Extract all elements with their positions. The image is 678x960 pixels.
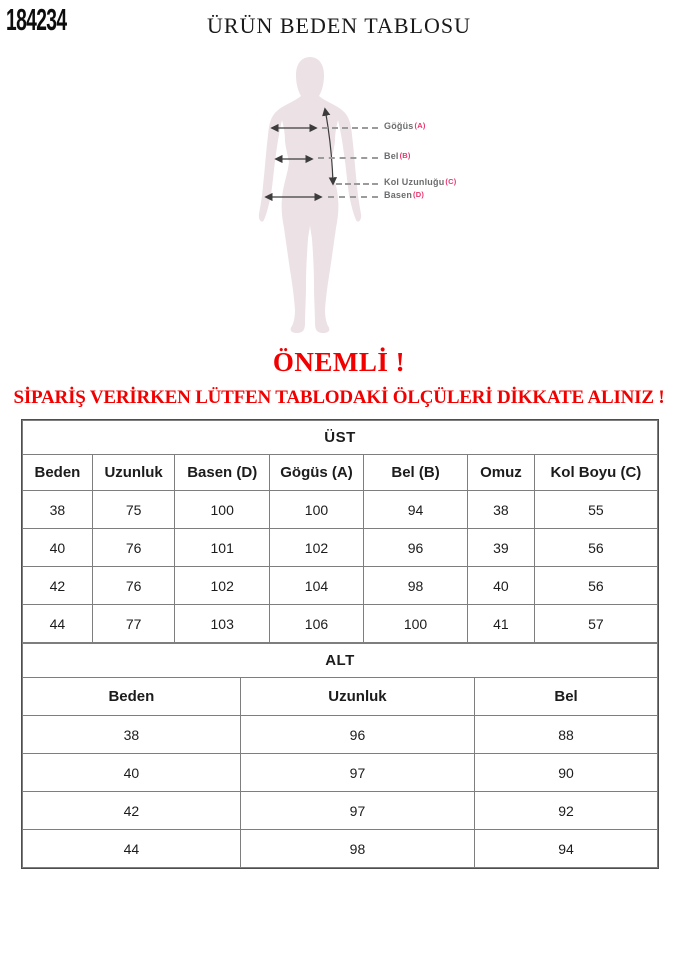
size-cell: 44 xyxy=(23,830,241,868)
table-row xyxy=(23,605,658,643)
column-header: Uzunluk xyxy=(92,455,175,491)
table-row xyxy=(23,716,658,754)
size-cell: 102 xyxy=(270,529,364,567)
size-cell: 100 xyxy=(270,491,364,529)
size-table-alt xyxy=(22,643,658,868)
header-row-ust xyxy=(23,455,658,491)
measurement-code: (A) xyxy=(414,121,426,130)
measurement-label-waist xyxy=(384,151,411,161)
size-cell: 100 xyxy=(363,605,467,643)
table-row xyxy=(23,792,658,830)
size-cell: 38 xyxy=(468,491,535,529)
column-header: Kol Boyu (C) xyxy=(534,455,657,491)
section-label-ust: ÜST xyxy=(23,421,658,455)
table-row xyxy=(23,567,658,605)
size-cell: 96 xyxy=(240,716,474,754)
leader-line-hip xyxy=(328,196,378,198)
size-cell: 101 xyxy=(175,529,270,567)
size-cell: 94 xyxy=(363,491,467,529)
size-cell: 103 xyxy=(175,605,270,643)
measurement-name: Göğüs xyxy=(384,121,414,131)
column-header: Basen (D) xyxy=(175,455,270,491)
size-cell: 38 xyxy=(23,716,241,754)
product-code: 184234 xyxy=(6,2,67,37)
measurement-name: Bel xyxy=(384,151,399,161)
measurement-code: (B) xyxy=(399,151,411,160)
size-guide-figure xyxy=(255,55,365,335)
size-cell: 42 xyxy=(23,567,93,605)
size-cell: 41 xyxy=(468,605,535,643)
size-cell: 106 xyxy=(270,605,364,643)
size-cell: 90 xyxy=(475,754,658,792)
size-cell: 57 xyxy=(534,605,657,643)
size-cell: 40 xyxy=(23,754,241,792)
important-heading: ÖNEMLİ ! xyxy=(272,347,406,377)
table-row xyxy=(23,529,658,567)
table-row xyxy=(23,830,658,868)
leader-line-waist xyxy=(318,157,378,159)
column-header: Beden xyxy=(23,455,93,491)
size-cell: 104 xyxy=(270,567,364,605)
leader-line-arm xyxy=(336,183,378,185)
size-table xyxy=(21,419,659,869)
measurement-code: (C) xyxy=(445,177,457,186)
size-cell: 76 xyxy=(92,529,175,567)
size-cell: 56 xyxy=(534,529,657,567)
size-cell: 100 xyxy=(175,491,270,529)
size-cell: 75 xyxy=(92,491,175,529)
size-cell: 77 xyxy=(92,605,175,643)
column-header: Beden xyxy=(23,678,241,716)
size-cell: 40 xyxy=(23,529,93,567)
body-silhouette xyxy=(259,57,361,333)
size-cell: 102 xyxy=(175,567,270,605)
size-cell: 55 xyxy=(534,491,657,529)
size-cell: 44 xyxy=(23,605,93,643)
size-cell: 38 xyxy=(23,491,93,529)
size-cell: 76 xyxy=(92,567,175,605)
section-row-alt xyxy=(23,644,658,678)
size-cell: 94 xyxy=(475,830,658,868)
column-header: Uzunluk xyxy=(240,678,474,716)
table-row xyxy=(23,754,658,792)
size-cell: 98 xyxy=(240,830,474,868)
page-title: ÜRÜN BEDEN TABLOSU xyxy=(207,13,471,38)
column-header: Omuz xyxy=(468,455,535,491)
size-table-ust xyxy=(22,420,658,643)
size-cell: 98 xyxy=(363,567,467,605)
measurement-name: Kol Uzunluğu xyxy=(384,177,445,187)
leader-line-chest xyxy=(322,127,378,129)
size-cell: 97 xyxy=(240,792,474,830)
measurement-label-arm xyxy=(384,177,456,187)
order-warning-text: SİPARİŞ VERİRKEN LÜTFEN TABLODAKİ ÖLÇÜLERİ DİKKATE ALINIZ ! xyxy=(13,387,665,408)
column-header: Gögüs (A) xyxy=(270,455,364,491)
size-cell: 92 xyxy=(475,792,658,830)
section-label-alt: ALT xyxy=(23,644,658,678)
table-row xyxy=(23,491,658,529)
header-row-alt xyxy=(23,678,658,716)
size-cell: 56 xyxy=(534,567,657,605)
size-cell: 42 xyxy=(23,792,241,830)
column-header: Bel (B) xyxy=(363,455,467,491)
section-row-ust xyxy=(23,421,658,455)
size-cell: 88 xyxy=(475,716,658,754)
size-cell: 96 xyxy=(363,529,467,567)
column-header: Bel xyxy=(475,678,658,716)
measurement-name: Basen xyxy=(384,190,413,200)
measurement-label-hip xyxy=(384,190,424,200)
size-cell: 39 xyxy=(468,529,535,567)
size-cell: 40 xyxy=(468,567,535,605)
measurement-code: (D) xyxy=(413,190,425,199)
measurement-label-chest xyxy=(384,121,426,131)
size-cell: 97 xyxy=(240,754,474,792)
